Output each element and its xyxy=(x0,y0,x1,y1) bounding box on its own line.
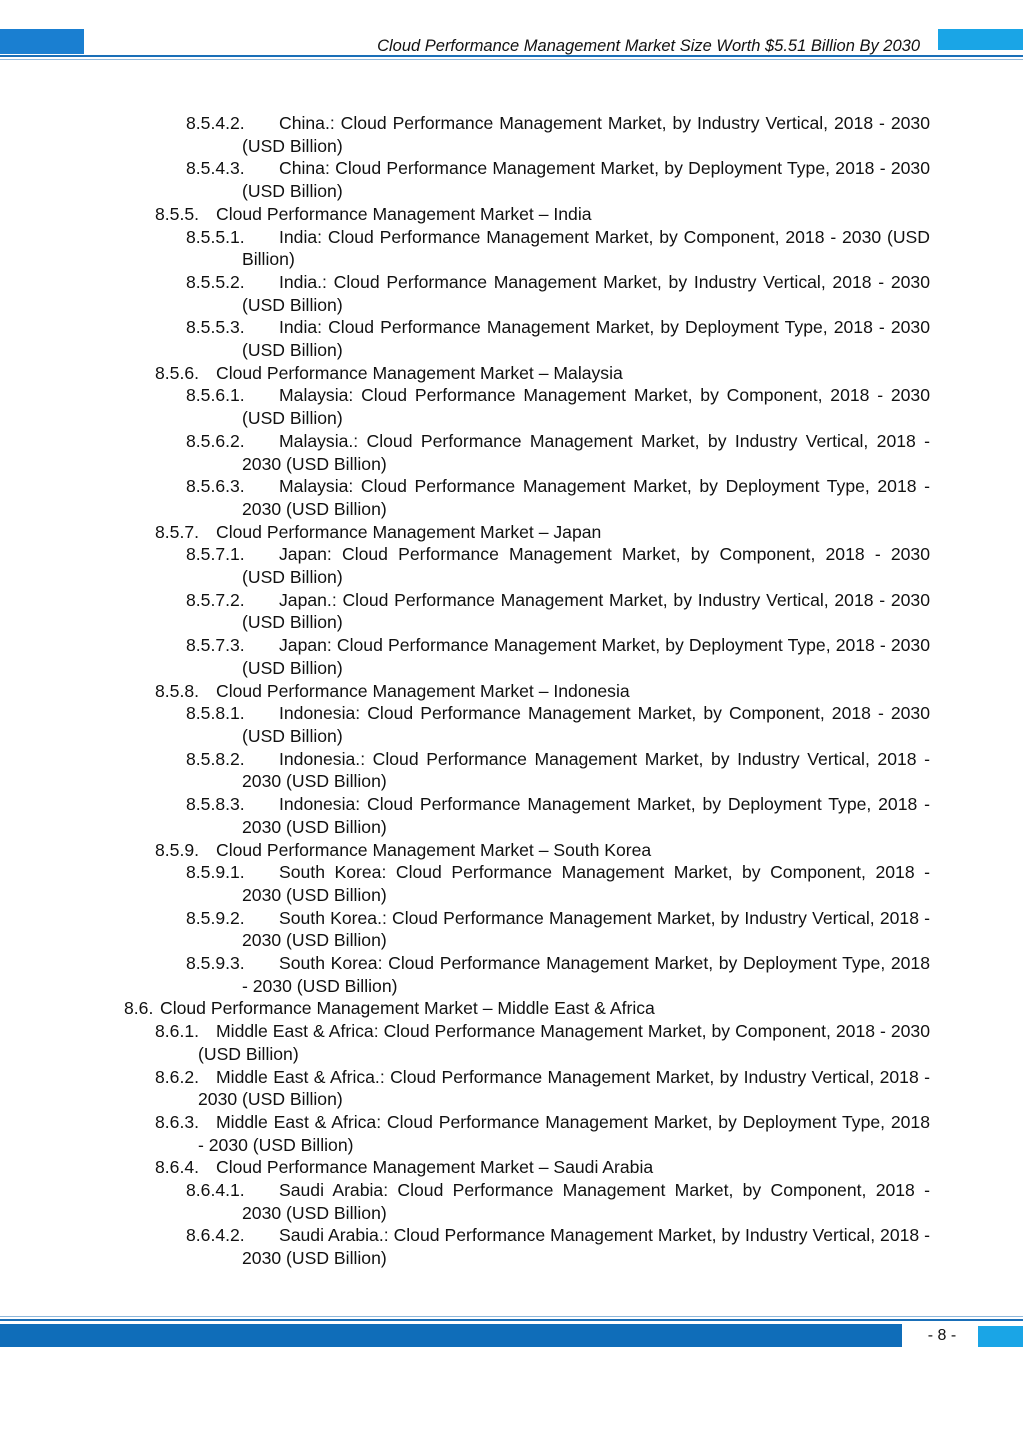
toc-entry xyxy=(186,384,930,429)
toc-entry-number: 8.5.8.3. xyxy=(186,794,245,815)
toc-entry-number: 8.5.7. xyxy=(155,521,200,542)
toc-entry-text: Indonesia: Cloud Performance Management Market, by Deployment Type, 2018 - 2030 (USD Billion) xyxy=(242,794,930,837)
toc-entry xyxy=(186,589,930,634)
page-number: - 8 - xyxy=(927,1327,957,1344)
toc-entry-text: India.: Cloud Performance Management Market, by Industry Vertical, 2018 - 2030 (USD Billion) xyxy=(242,271,930,315)
toc-entry-text: Middle East & Africa.: Cloud Performance Management Market, by Industry Vertical, 2018 - 2030 (USD Billion) xyxy=(198,1066,930,1110)
table-of-contents xyxy=(0,112,1023,1270)
toc-entry xyxy=(186,1179,930,1224)
footer-accent-block-right xyxy=(978,1326,1023,1347)
toc-entry-text: Japan: Cloud Performance Management Market, by Component, 2018 - 2030 (USD Billion) xyxy=(242,544,930,588)
toc-entry-text: South Korea: Cloud Performance Management Market, by Component, 2018 - 2030 (USD Billion) xyxy=(242,862,930,905)
toc-entry-text: Japan: Cloud Performance Management Market, by Deployment Type, 2018 - 2030 (USD Billion) xyxy=(242,635,930,678)
toc-entry-number: 8.5.7.3. xyxy=(186,635,245,656)
toc-entry-number: 8.5.5. xyxy=(155,203,200,224)
toc-entry xyxy=(155,839,930,862)
toc-entry-number: 8.5.7.1. xyxy=(186,544,245,565)
toc-entry-text: Saudi Arabia.: Cloud Performance Management Market, by Industry Vertical, 2018 - 2030 (USD Billion) xyxy=(242,1225,930,1269)
toc-entry-number: 8.5.6.1. xyxy=(186,385,245,406)
toc-entry-number: 8.5.6. xyxy=(155,362,200,383)
toc-entry xyxy=(186,271,930,316)
toc-entry xyxy=(155,203,930,226)
toc-entry-number: 8.6.1. xyxy=(155,1021,200,1042)
toc-entry-text: Cloud Performance Management Market – Indonesia xyxy=(216,680,630,701)
footer-accent-bar xyxy=(0,1324,902,1347)
toc-entry-number: 8.5.9.3. xyxy=(186,953,245,974)
toc-entry-number: 8.5.8. xyxy=(155,680,200,701)
toc-entry-text: Malaysia: Cloud Performance Management Market, by Component, 2018 - 2030 (USD Billion) xyxy=(242,385,930,429)
toc-entry xyxy=(186,430,930,475)
toc-entry-text: India: Cloud Performance Management Market, by Component, 2018 - 2030 (USD Billion) xyxy=(242,226,930,270)
toc-entry-text: Indonesia.: Cloud Performance Management Market, by Industry Vertical, 2018 - 2030 (USD Billion) xyxy=(242,748,930,792)
toc-entry xyxy=(155,1111,930,1156)
toc-entry-number: 8.6.4. xyxy=(155,1157,200,1178)
toc-entry-number: 8.5.5.3. xyxy=(186,317,245,338)
header-accent-block-right xyxy=(938,29,1023,50)
toc-entry xyxy=(155,1156,930,1179)
toc-entry-text: Cloud Performance Management Market – India xyxy=(216,203,592,224)
toc-entry xyxy=(124,997,930,1020)
toc-entry-text: Cloud Performance Management Market – South Korea xyxy=(216,839,652,860)
toc-entry-number: 8.5.7.2. xyxy=(186,589,245,610)
toc-entry-text: Cloud Performance Management Market – Middle East & Africa xyxy=(160,998,655,1019)
toc-entry-text: Japan.: Cloud Performance Management Market, by Industry Vertical, 2018 - 2030 (USD Billion) xyxy=(242,589,930,633)
toc-entry xyxy=(155,1020,930,1065)
toc-entry-number: 8.5.8.2. xyxy=(186,748,245,769)
toc-entry xyxy=(186,226,930,271)
toc-entry-text: South Korea: Cloud Performance Management Market, by Deployment Type, 2018 - 2030 (USD Billion) xyxy=(242,953,930,996)
toc-entry-number: 8.5.4.2. xyxy=(186,113,245,133)
toc-entry-number: 8.6.2. xyxy=(155,1066,200,1087)
page-header-title: Cloud Performance Management Market Size Worth $5.51 Billion By 2030 xyxy=(377,37,920,55)
toc-entry-number: 8.5.4.3. xyxy=(186,158,245,179)
toc-entry xyxy=(155,521,930,544)
toc-entry-number: 8.5.8.1. xyxy=(186,703,245,724)
toc-entry-text: Cloud Performance Management Market – Japan xyxy=(216,521,602,542)
header-rule-thin xyxy=(0,59,1023,60)
toc-entry-text: Malaysia: Cloud Performance Management Market, by Deployment Type, 2018 - 2030 (USD Billion) xyxy=(242,476,930,519)
footer-rule xyxy=(0,1319,1023,1321)
toc-entry-number: 8.6.4.1. xyxy=(186,1180,245,1201)
toc-entry-text: Indonesia: Cloud Performance Management Market, by Component, 2018 - 2030 (USD Billion) xyxy=(242,703,930,746)
toc-entry xyxy=(186,543,930,588)
toc-entry-number: 8.5.6.2. xyxy=(186,430,245,451)
toc-entry-number: 8.5.5.2. xyxy=(186,271,245,292)
toc-entry-text: China: Cloud Performance Management Market, by Deployment Type, 2018 - 2030 (USD Billion) xyxy=(242,158,930,202)
header-rule xyxy=(0,55,1023,57)
toc-entry-text: Middle East & Africa: Cloud Performance Management Market, by Deployment Type, 2018 - 2030 (USD Billion) xyxy=(198,1111,930,1155)
toc-entry xyxy=(186,702,930,747)
toc-entry xyxy=(155,362,930,385)
toc-entry-number: 8.5.9.1. xyxy=(186,862,245,883)
toc-entry xyxy=(186,634,930,679)
toc-entry-text: Malaysia.: Cloud Performance Management Market, by Industry Vertical, 2018 - 2030 (USD Billion) xyxy=(242,430,930,474)
toc-entry xyxy=(186,475,930,520)
toc-entry xyxy=(155,1066,930,1111)
footer-rule-thin xyxy=(0,1316,1023,1317)
toc-entry xyxy=(186,861,930,906)
toc-entry xyxy=(186,1224,930,1269)
toc-entry xyxy=(186,316,930,361)
toc-entry-text: Cloud Performance Management Market – Malaysia xyxy=(216,362,623,383)
header-accent-block-left xyxy=(0,29,84,54)
toc-entry xyxy=(155,680,930,703)
toc-entry xyxy=(186,112,930,157)
toc-entry-text: India: Cloud Performance Management Market, by Deployment Type, 2018 - 2030 (USD Billion) xyxy=(242,317,930,361)
toc-entry-number: 8.5.9.2. xyxy=(186,907,245,928)
toc-entry-number: 8.5.6.3. xyxy=(186,476,245,497)
toc-entry xyxy=(186,952,930,997)
toc-entry-text: Cloud Performance Management Market – Saudi Arabia xyxy=(216,1157,654,1178)
toc-entry xyxy=(186,907,930,952)
toc-entry-number: 8.6. xyxy=(124,998,154,1019)
toc-entry-text: Saudi Arabia: Cloud Performance Management Market, by Component, 2018 - 2030 (USD Billion) xyxy=(242,1180,930,1223)
toc-entry-text: Middle East & Africa: Cloud Performance Management Market, by Component, 2018 - 2030 (USD Billion) xyxy=(198,1021,930,1064)
toc-entry-text: South Korea.: Cloud Performance Management Market, by Industry Vertical, 2018 - 2030 (USD Billion) xyxy=(242,907,930,951)
toc-entry xyxy=(186,748,930,793)
toc-entry xyxy=(186,793,930,838)
toc-entry-number: 8.5.9. xyxy=(155,839,200,860)
toc-entry-number: 8.6.4.2. xyxy=(186,1225,245,1246)
toc-entry-number: 8.6.3. xyxy=(155,1111,200,1132)
toc-entry-text: China.: Cloud Performance Management Market, by Industry Vertical, 2018 - 2030 (USD Billion) xyxy=(242,113,930,156)
toc-entry-number: 8.5.5.1. xyxy=(186,226,245,247)
toc-entry xyxy=(186,157,930,202)
